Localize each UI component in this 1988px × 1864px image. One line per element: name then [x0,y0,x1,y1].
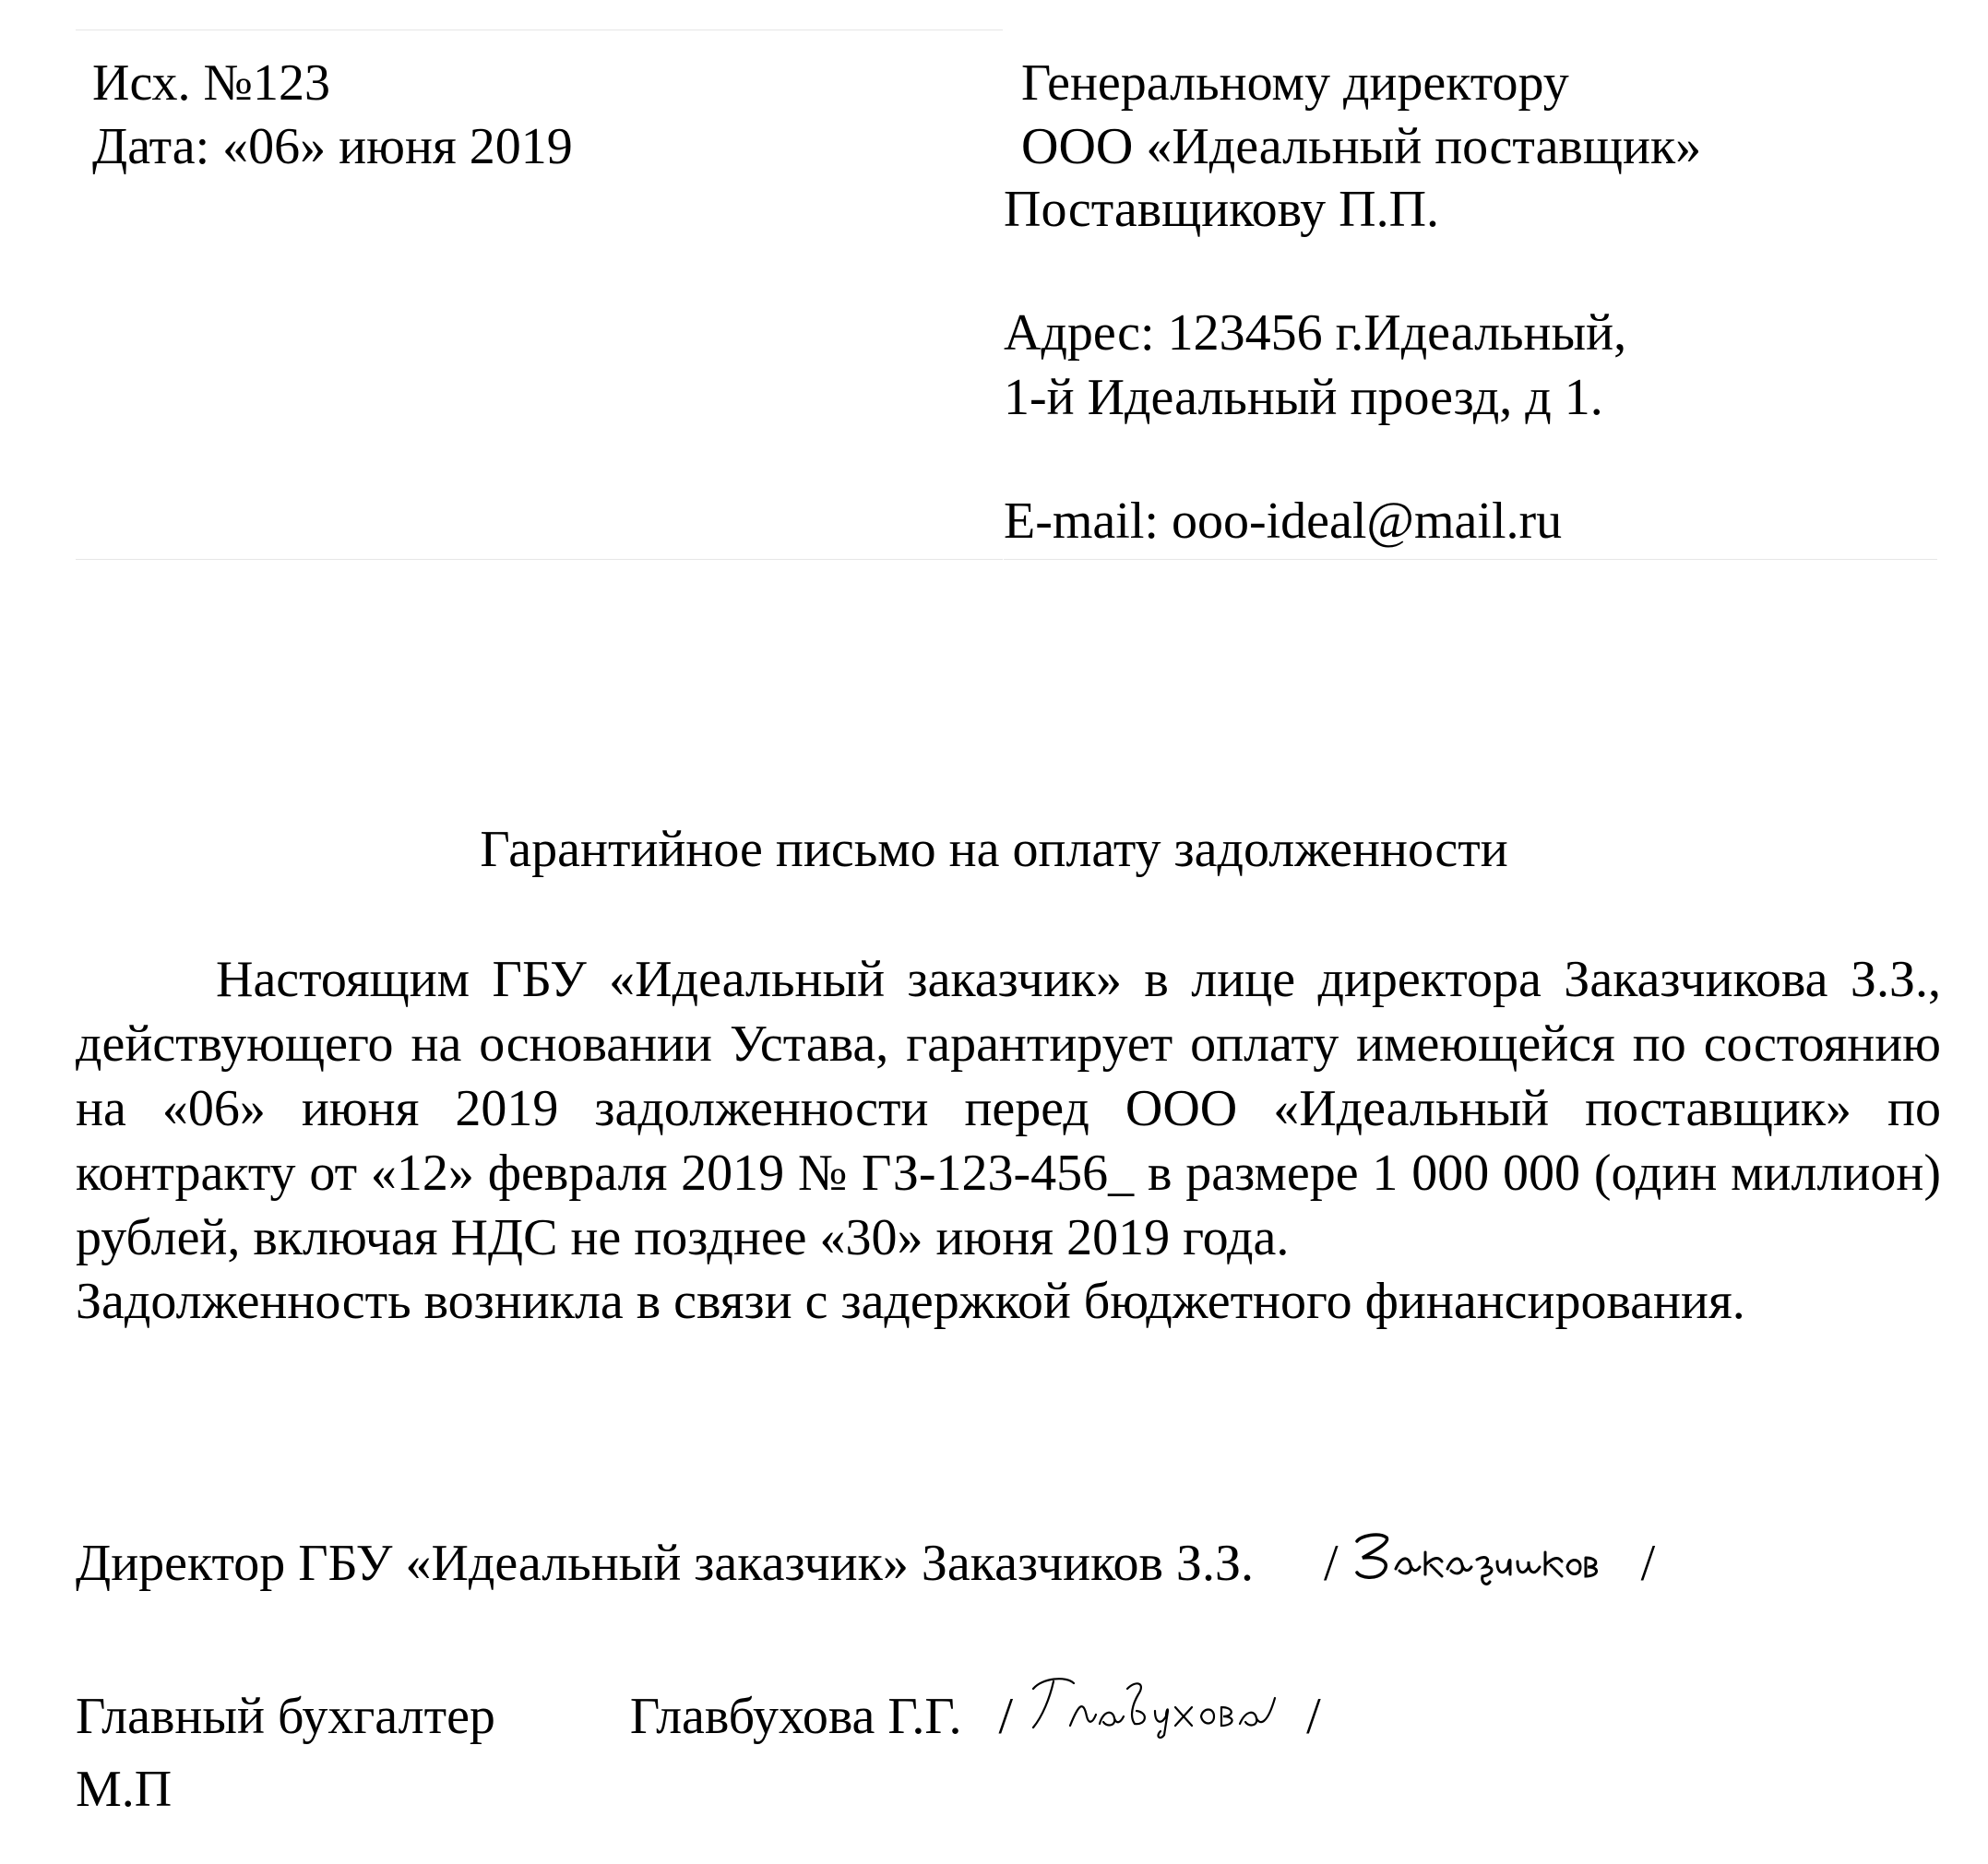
accountant-slash-open: / [998,1688,1014,1745]
accountant-slash-close: / [1306,1688,1321,1745]
stamp-place: М.П [76,1761,173,1818]
director-signature [1351,1525,1628,1589]
letter-body-closing: Задолженность возникла в связи с задержкой бюджетного финансирования. [76,1273,1745,1330]
letter-body-paragraph: Настоящим ГБУ «Идеальный заказчик» в лице директора Заказчикова З.З., действующего на основании Устава, гарантирует оплату имеющейся по состоянию на «06» июня 2019 задолженности перед ООО «Идеальный поставщик» по контракту от «12» февраля 2019 № ГЗ-123-456_ в размере 1 000 000 (один миллион) рублей, включая НДС не позднее «30» июня 2019 года. [76,951,1941,1266]
addressee-position: Генеральному директору [1021,54,1569,112]
accountant-name: Главбухова Г.Г. [629,1688,962,1745]
accountant-label: Главный бухгалтер [76,1688,495,1745]
director-signature-row [76,1525,1656,1592]
director-slash-close: / [1640,1535,1656,1592]
header-rule-left [76,559,1003,560]
header-rule-right [1004,559,1937,560]
letter-date: Дата: «06» июня 2019 [92,118,573,175]
outgoing-number: Исх. №123 [92,54,330,112]
accountant-signature-row [76,1670,1321,1744]
addressee-company: ООО «Идеальный поставщик» [1021,118,1702,175]
addressee-address-line1: Адрес: 123456 г.Идеальный, [1004,304,1627,362]
addressee-email: E-mail: ooo-ideal@mail.ru [1004,493,1563,550]
addressee-name: Поставщикову П.П. [1004,181,1440,238]
letter-title: Гарантийное письмо на оплату задолженности [480,821,1508,878]
director-slash-open: / [1324,1535,1339,1592]
addressee-address-line2: 1-й Идеальный проезд, д 1. [1004,369,1603,426]
accountant-signature [1026,1670,1293,1744]
director-label: Директор ГБУ «Идеальный заказчик» Заказчиков З.З. [76,1535,1255,1592]
